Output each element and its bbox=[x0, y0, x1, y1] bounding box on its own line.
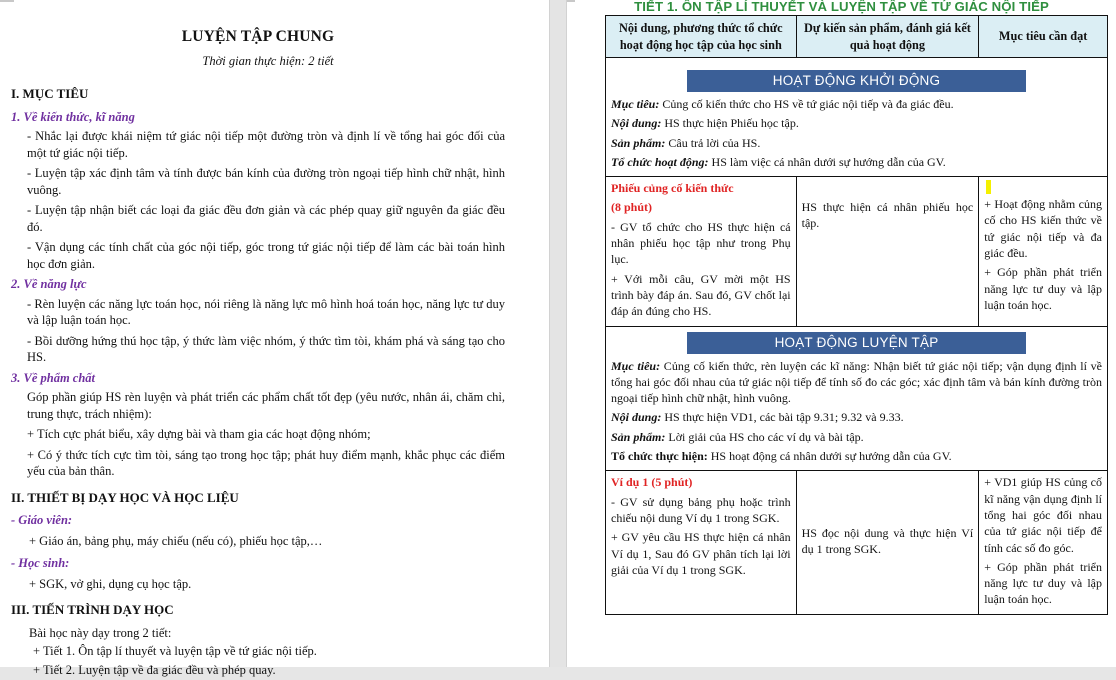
knowledge-item: - Nhắc lại được khái niệm tứ giác nội tiếp một đường tròn và định lí về tổng hai góc đối của một tứ giác nội tiếp. bbox=[27, 129, 505, 160]
section-heading-process: III. TIẾN TRÌNH DẠY HỌC bbox=[11, 602, 174, 617]
qualities-item: Góp phần giúp HS rèn luyện và phát triển các phẩm chất tốt đẹp (yêu nước, nhân ái, chăm chỉ, trung thực, trách nhiệm): bbox=[27, 390, 505, 421]
info-text: Câu trả lời của HS. bbox=[665, 135, 761, 150]
table-row bbox=[606, 471, 1108, 614]
knowledge-item: - Vận dụng các tính chất của góc nội tiếp, góc trong tứ giác nội tiếp để làm các bài toán hình học đơn giản. bbox=[27, 240, 505, 271]
section-heading-objectives: I. MỤC TIÊU bbox=[11, 86, 89, 101]
subheading-qualities: 3. Về phẩm chất bbox=[11, 370, 96, 385]
info-text: HS thực hiện Phiếu học tập. bbox=[661, 116, 799, 131]
task-title: Phiếu củng cố kiến thức bbox=[611, 181, 734, 196]
product-text: HS đọc nội dung và thực hiện Ví dụ 1 trong SGK. bbox=[801, 525, 974, 557]
task-step: - GV tổ chức cho HS thực hiện cá nhân phiếu học tập như trong Phụ lục. bbox=[611, 219, 791, 267]
task-duration: (8 phút) bbox=[611, 200, 653, 215]
info-line bbox=[611, 96, 1102, 112]
activity-warmup-summary bbox=[606, 58, 1108, 177]
highlight-mark-line bbox=[984, 180, 1102, 196]
subheading-knowledge: 1. Về kiến thức, kĩ năng bbox=[11, 109, 135, 124]
product-text: HS thực hiện cá nhân phiếu học tập. bbox=[801, 200, 974, 231]
info-line bbox=[611, 135, 1102, 151]
process-intro: Bài học này dạy trong 2 tiết: bbox=[29, 625, 172, 640]
info-label: Nội dung: bbox=[611, 116, 662, 131]
header-objective: Mục tiêu cần đạt bbox=[979, 16, 1108, 58]
knowledge-item: - Luyện tập nhận biết các loại đa giác đều đơn giản và các phép quay giữ nguyên đa giác đều đó. bbox=[27, 203, 505, 234]
task-step: + GV yêu cầu HS thực hiện cá nhân Ví dụ 1, Sau đó GV phân tích lại lời giải của Ví dụ 1 trong SGK. bbox=[611, 530, 791, 577]
info-text: Củng cố kiến thức cho HS về tứ giác nội tiếp và đa giác đều. bbox=[659, 97, 954, 111]
text-highlight-marker bbox=[986, 180, 991, 194]
activity-practice-summary bbox=[606, 326, 1108, 471]
info-line bbox=[611, 154, 1102, 170]
student-label: - Học sinh: bbox=[11, 556, 70, 570]
info-line bbox=[611, 358, 1102, 407]
info-text: HS làm việc cá nhân dưới sự hướng dẫn của GV. bbox=[708, 154, 946, 169]
header-content: Nội dung, phương thức tổ chức hoạt động học tập của học sinh bbox=[606, 16, 797, 58]
info-label: Mục tiêu: bbox=[611, 97, 660, 111]
cell-objective bbox=[979, 177, 1108, 326]
teacher-item: + Giáo án, bảng phụ, máy chiếu (nếu có), phiếu học tập,… bbox=[29, 533, 323, 548]
info-label: Sản phẩm: bbox=[611, 429, 666, 444]
info-line bbox=[611, 409, 1102, 425]
activity-banner-practice: HOẠT ĐỘNG LUYỆN TẬP bbox=[687, 332, 1026, 354]
document-page-right bbox=[567, 0, 1116, 667]
info-label: Mục tiêu: bbox=[611, 358, 661, 373]
page-gutter bbox=[549, 0, 567, 667]
cell-content bbox=[606, 471, 797, 614]
competency-item: - Rèn luyện các năng lực toán học, nói riêng là năng lực mô hình hoá toán học, năng lực tư duy và lập luận toán học. bbox=[27, 296, 505, 327]
document-title: LUYỆN TẬP CHUNG bbox=[181, 28, 335, 45]
info-line bbox=[611, 429, 1102, 445]
activity-banner-warmup: HOẠT ĐỘNG KHỞI ĐỘNG bbox=[687, 70, 1026, 92]
info-label: Sản phẩm: bbox=[611, 135, 666, 150]
info-label: Nội dung: bbox=[611, 410, 662, 425]
cell-product bbox=[796, 471, 979, 614]
info-text: HS hoạt động cá nhân dưới sự hướng dẫn của GV. bbox=[707, 449, 952, 464]
process-item: + Tiết 2. Luyện tập về đa giác đều và phép quay. bbox=[33, 662, 276, 677]
teacher-label: - Giáo viên: bbox=[11, 513, 73, 527]
qualities-item: + Tích cực phát biểu, xây dựng bài và tham gia các hoạt động nhóm; bbox=[27, 427, 371, 441]
cell-content bbox=[606, 177, 797, 326]
process-item: + Tiết 1. Ôn tập lí thuyết và luyện tập về tứ giác nội tiếp. bbox=[33, 644, 317, 658]
task-step: - GV sử dụng bảng phụ hoặc trình chiếu nội dung Ví dụ 1 trong SGK. bbox=[611, 494, 791, 525]
info-line bbox=[611, 115, 1102, 131]
info-label: Tổ chức hoạt động: bbox=[611, 154, 709, 169]
section-heading-equipment: II. THIẾT BỊ DẠY HỌC VÀ HỌC LIỆU bbox=[11, 489, 239, 505]
subheading-competency: 2. Về năng lực bbox=[11, 277, 87, 291]
lesson-plan-table bbox=[605, 15, 1108, 615]
task-step: + Với mỗi câu, GV mời một HS trình bày đáp án. Sau đó, GV chốt lại đáp án đúng cho HS. bbox=[611, 271, 791, 319]
document-subtitle: Thời gian thực hiện: 2 tiết bbox=[202, 54, 334, 68]
objective-item: + VD1 giúp HS củng cố kĩ năng vận dụng định lí tổng hai góc đối nhau của tứ giác nội tiếp để tính các số đo góc. bbox=[984, 475, 1102, 555]
competency-item: - Bồi dưỡng hứng thú học tập, ý thức làm việc nhóm, ý thức tìm tòi, khám phá và sáng tạo cho HS. bbox=[27, 333, 505, 364]
header-product: Dự kiến sản phẩm, đánh giá kết quả hoạt động bbox=[796, 16, 979, 58]
document-page-left bbox=[0, 0, 549, 677]
objective-item: + Góp phần phát triển năng lực tư duy và lập luận toán học. bbox=[984, 559, 1102, 607]
cell-objective bbox=[979, 471, 1108, 614]
student-item: + SGK, vở ghi, dụng cụ học tập. bbox=[29, 576, 192, 591]
page-corner-mark bbox=[0, 0, 14, 2]
cell-product bbox=[796, 177, 979, 326]
left-body bbox=[11, 80, 505, 680]
activity-warmup-summary-row bbox=[606, 58, 1108, 177]
table-row bbox=[606, 177, 1108, 326]
qualities-item: + Có ý thức tích cực tìm tòi, sáng tạo trong học tập; phát huy điểm mạnh, khắc phục các điểm yếu của bản thân. bbox=[27, 447, 505, 478]
task-title: Ví dụ 1 (5 phút) bbox=[611, 475, 693, 490]
activity-practice-summary-row bbox=[606, 326, 1108, 471]
info-text: Lời giải của HS cho các ví dụ và bài tập. bbox=[665, 429, 864, 444]
objective-item: + Hoạt động nhằm củng cố cho HS kiến thức về tứ giác nội tiếp và đa giác đều. bbox=[984, 197, 1102, 261]
lesson-title: TIẾT 1. ÔN TẬP LÍ THUYẾT VÀ LUYỆN TẬP VỀ TỨ GIÁC NỘI TIẾP bbox=[634, 0, 1049, 14]
objective-item: + Góp phần phát triển năng lực tư duy và lập luận toán học. bbox=[984, 265, 1102, 312]
knowledge-item: - Luyện tập xác định tâm và tính được bán kính của đường tròn ngoại tiếp hình chữ nhật, hình vuông. bbox=[27, 166, 505, 197]
info-label: Tổ chức thực hiện: bbox=[611, 449, 708, 464]
table-header-row bbox=[606, 16, 1108, 58]
info-text: Củng cố kiến thức, rèn luyện các kĩ năng: Nhận biết tứ giác nội tiếp; vận dụng định lí về tổng hai góc đối nhau của tứ giác nội tiếp để tính số đo các góc; xác định tâm và bán kính đường tròn ngoại tiếp hình chữ nhật, hình vuông. bbox=[611, 358, 1102, 406]
info-line bbox=[611, 448, 1102, 464]
info-text: HS thực hiện VD1, các bài tập 9.31; 9.32 và 9.33. bbox=[661, 410, 904, 425]
